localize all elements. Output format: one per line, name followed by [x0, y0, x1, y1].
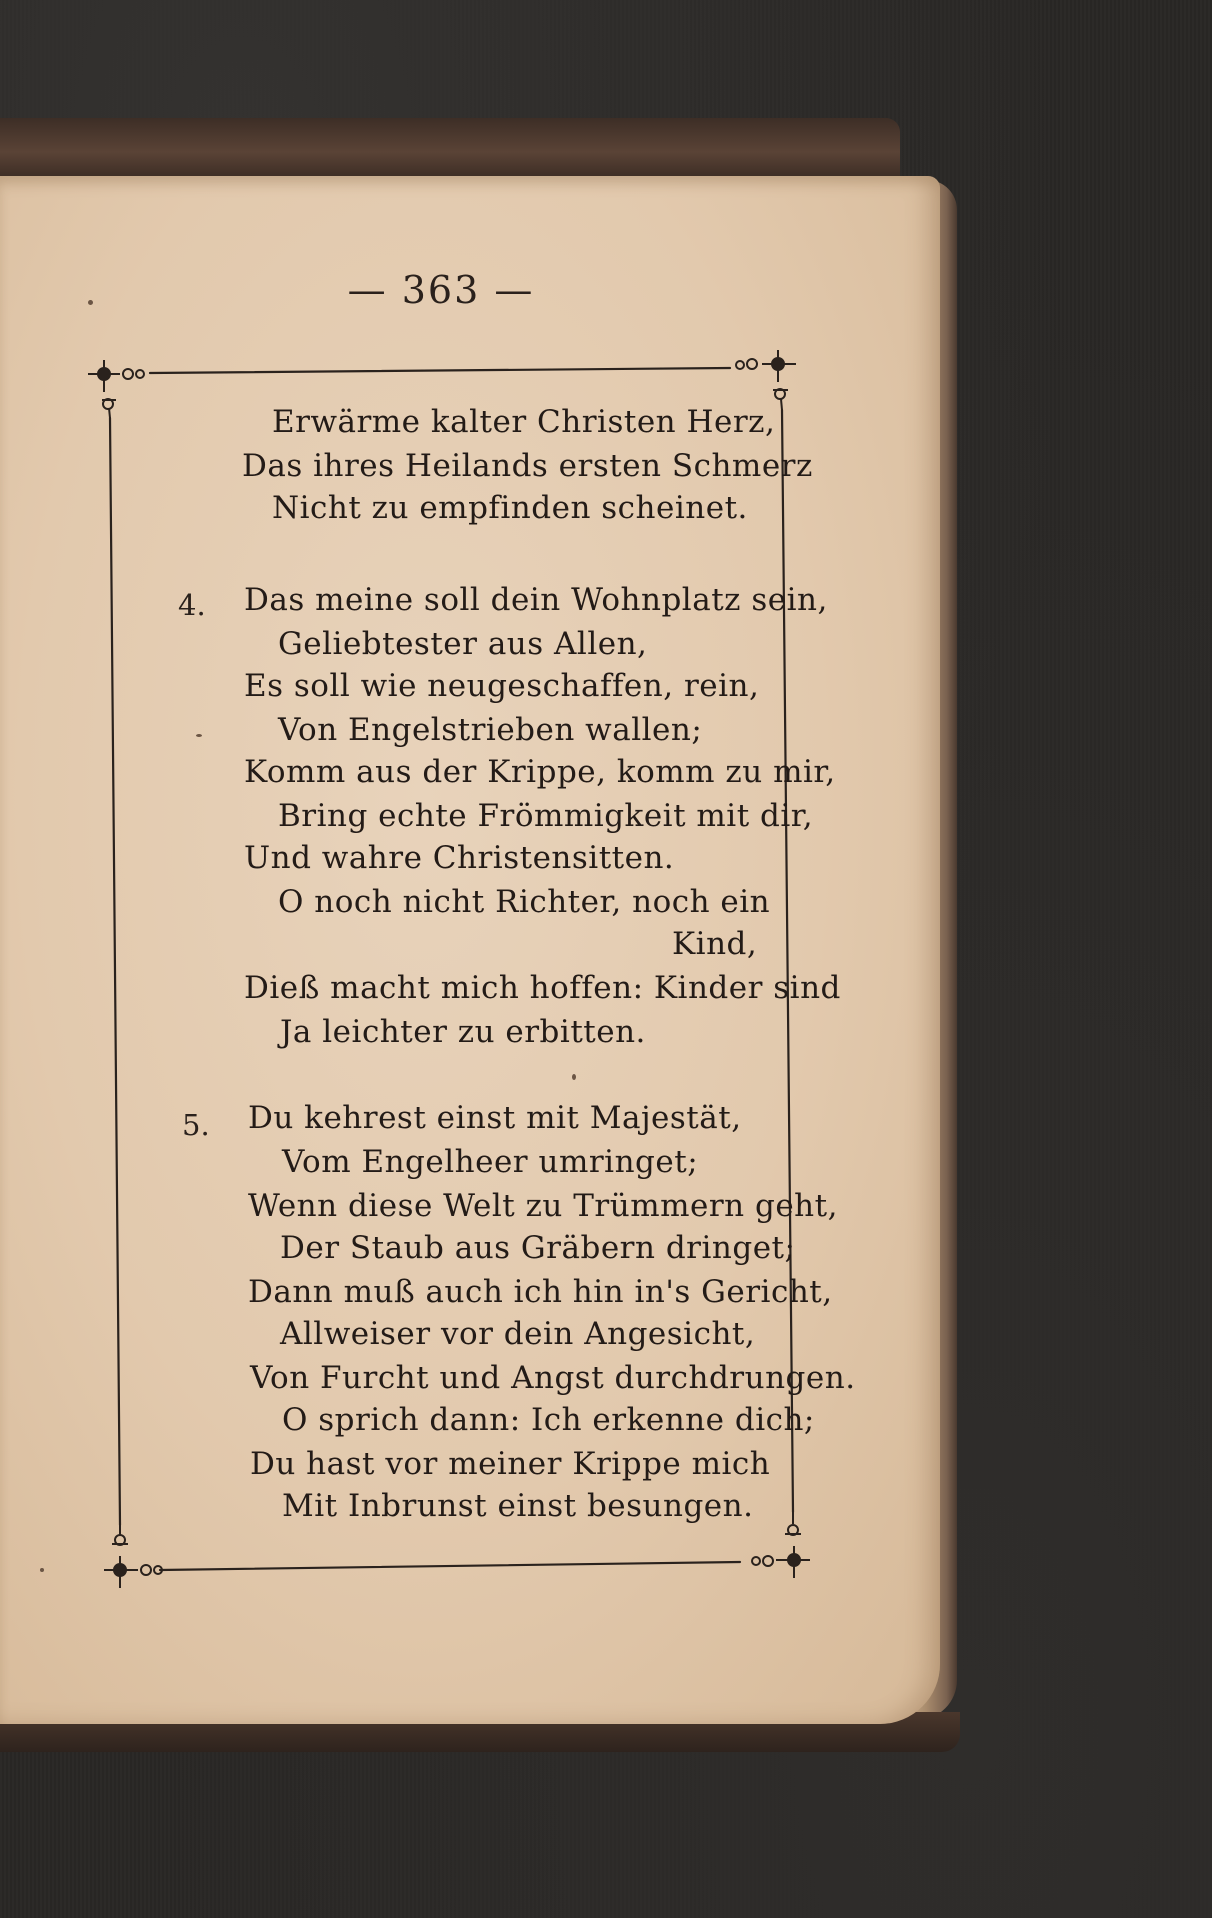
verse-line: Es soll wie neugeschaffen, rein,	[244, 668, 760, 704]
verse-line: Ja leichter zu erbitten.	[280, 1014, 646, 1050]
page-number: — 363 —	[347, 268, 535, 312]
corner-ornament-bottom-left	[104, 1525, 162, 1588]
verse-line: Von Engelstrieben wallen;	[278, 712, 703, 748]
verse-line: O sprich dann: Ich erkenne dich;	[282, 1402, 815, 1438]
verse-line: Allweiser vor dein Angesicht,	[280, 1316, 756, 1352]
verse-line: Bring echte Frömmigkeit mit dir,	[278, 798, 814, 834]
verse-line: Geliebtester aus Allen,	[278, 626, 648, 662]
verse-line: Dann muß auch ich hin in's Gericht,	[248, 1274, 833, 1310]
verse-line: O noch nicht Richter, noch ein	[278, 884, 771, 920]
verse-line: Das meine soll dein Wohnplatz sein,	[244, 582, 828, 618]
stanza-number: 4.	[178, 588, 206, 622]
paper-speck	[572, 1074, 576, 1080]
verse-line: Und wahre Christensitten.	[244, 840, 675, 876]
verse-line: Das ihres Heilands ersten Schmerz	[242, 448, 813, 484]
verse-line: Dieß macht mich hoffen: Kinder sind	[244, 970, 841, 1006]
stanza-number: 5.	[182, 1108, 210, 1142]
paper-speck	[88, 300, 93, 305]
paper-speck	[196, 734, 202, 737]
verse-line: Vom Engelheer umringet;	[282, 1144, 699, 1180]
verse-line: Du kehrest einst mit Majestät,	[248, 1100, 742, 1136]
verse-line: Kind,	[672, 926, 758, 962]
verse-line: Komm aus der Krippe, komm zu mir,	[244, 754, 836, 790]
corner-ornament-bottom-right	[752, 1512, 810, 1578]
verse-line: Du hast vor meiner Krippe mich	[250, 1446, 771, 1482]
verse-line: Mit Inbrunst einst besungen.	[282, 1488, 754, 1524]
corner-ornament-top-left	[88, 360, 144, 418]
verse-line: Der Staub aus Gräbern dringet;	[280, 1230, 796, 1266]
verse-line: Von Furcht und Angst durchdrungen.	[250, 1360, 856, 1396]
paper-speck	[40, 1568, 44, 1572]
verse-line: Wenn diese Welt zu Trümmern geht,	[248, 1188, 838, 1224]
verse-line: Erwärme kalter Christen Herz,	[272, 404, 776, 440]
verse-line: Nicht zu empfinden scheinet.	[272, 490, 748, 526]
corner-ornament-top-right	[736, 350, 796, 410]
